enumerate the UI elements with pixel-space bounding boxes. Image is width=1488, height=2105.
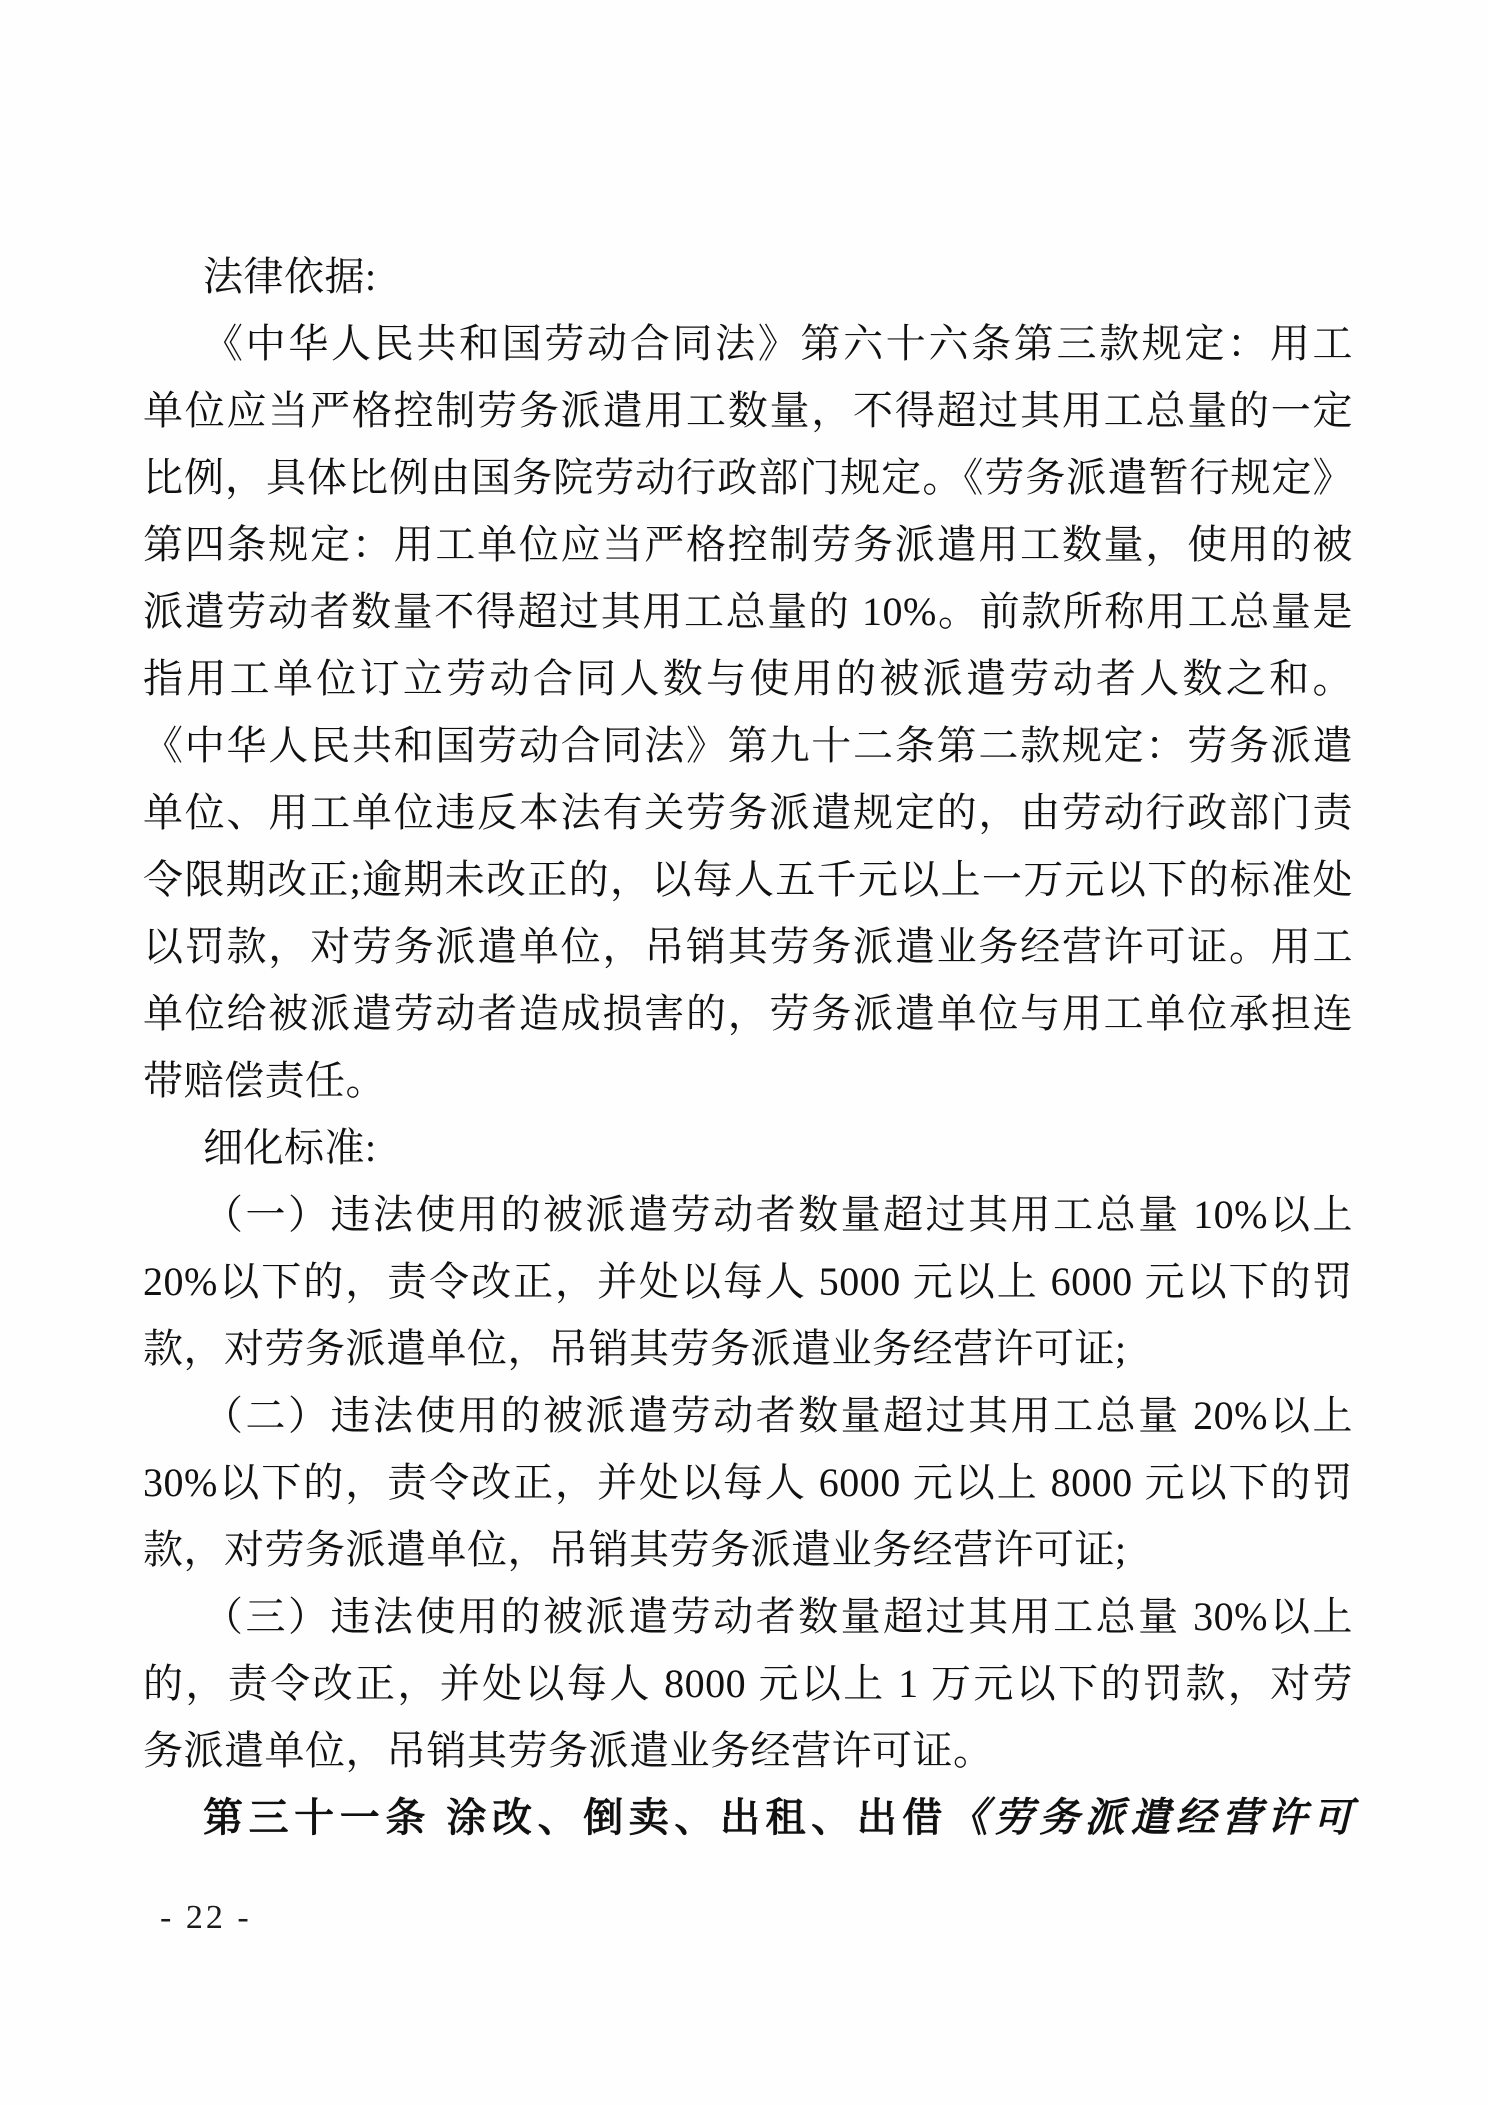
text-line: 第四条规定：用工单位应当严格控制劳务派遣用工数量，使用的被 <box>143 522 1353 567</box>
text-line: 指用工单位订立劳动合同人数与使用的被派遣劳动者人数之和。 <box>143 656 1353 701</box>
text-line: 《中华人民共和国劳动合同法》第九十二条第二款规定：劳务派遣 <box>143 723 1353 768</box>
text-line: 单位应当严格控制劳务派遣用工数量，不得超过其用工总量的一定 <box>143 388 1353 433</box>
refinement-standard-heading: 细化标准: <box>203 1125 377 1170</box>
item-three-line: （三）违法使用的被派遣劳动者数量超过其用工总量 30%以上 <box>203 1594 1353 1639</box>
text-line: 比例，具体比例由国务院劳动行政部门规定。《劳务派遣暂行规定》 <box>143 455 1353 500</box>
item-three-line: 的，责令改正，并处以每人 8000 元以上 1 万元以下的罚款，对劳 <box>143 1661 1353 1706</box>
text-line: 带赔偿责任。 <box>143 1058 386 1103</box>
text-line: 派遣劳动者数量不得超过其用工总量的 10%。前款所称用工总量是 <box>143 589 1353 634</box>
item-two-line: 30%以下的，责令改正，并处以每人 6000 元以上 8000 元以下的罚 <box>143 1460 1353 1505</box>
article-31-text: 第三十一条 涂改、倒卖、出租、出借 <box>203 1795 948 1840</box>
item-two-line: 款，对劳务派遣单位，吊销其劳务派遣业务经营许可证; <box>143 1527 1127 1572</box>
item-one-line: （一）违法使用的被派遣劳动者数量超过其用工总量 10%以上 <box>203 1192 1353 1237</box>
text-line: 以罚款，对劳务派遣单位，吊销其劳务派遣业务经营许可证。用工 <box>143 924 1353 969</box>
text-line: 令限期改正;逾期未改正的，以每人五千元以上一万元以下的标准处 <box>143 857 1353 902</box>
text-line: 《中华人民共和国劳动合同法》第六十六条第三款规定：用工 <box>203 321 1353 366</box>
item-two-line: （二）违法使用的被派遣劳动者数量超过其用工总量 20%以上 <box>203 1393 1353 1438</box>
page-number: - 22 - <box>160 1899 252 1936</box>
text-line: 单位、用工单位违反本法有关劳务派遣规定的，由劳动行政部门责 <box>143 790 1353 835</box>
document-body <box>143 243 1353 1851</box>
text-line: 单位给被派遣劳动者造成损害的，劳务派遣单位与用工单位承担连 <box>143 991 1353 1036</box>
item-one-line: 20%以下的，责令改正，并处以每人 5000 元以上 6000 元以下的罚 <box>143 1259 1353 1304</box>
item-three-line: 务派遣单位，吊销其劳务派遣业务经营许可证。 <box>143 1728 994 1773</box>
item-one-line: 款，对劳务派遣单位，吊销其劳务派遣业务经营许可证; <box>143 1326 1127 1371</box>
legal-basis-heading: 法律依据: <box>203 254 377 299</box>
article-31-heading <box>143 1784 1353 1851</box>
article-31-book-title: 《劳务派遣经营许可 <box>947 1795 1353 1840</box>
